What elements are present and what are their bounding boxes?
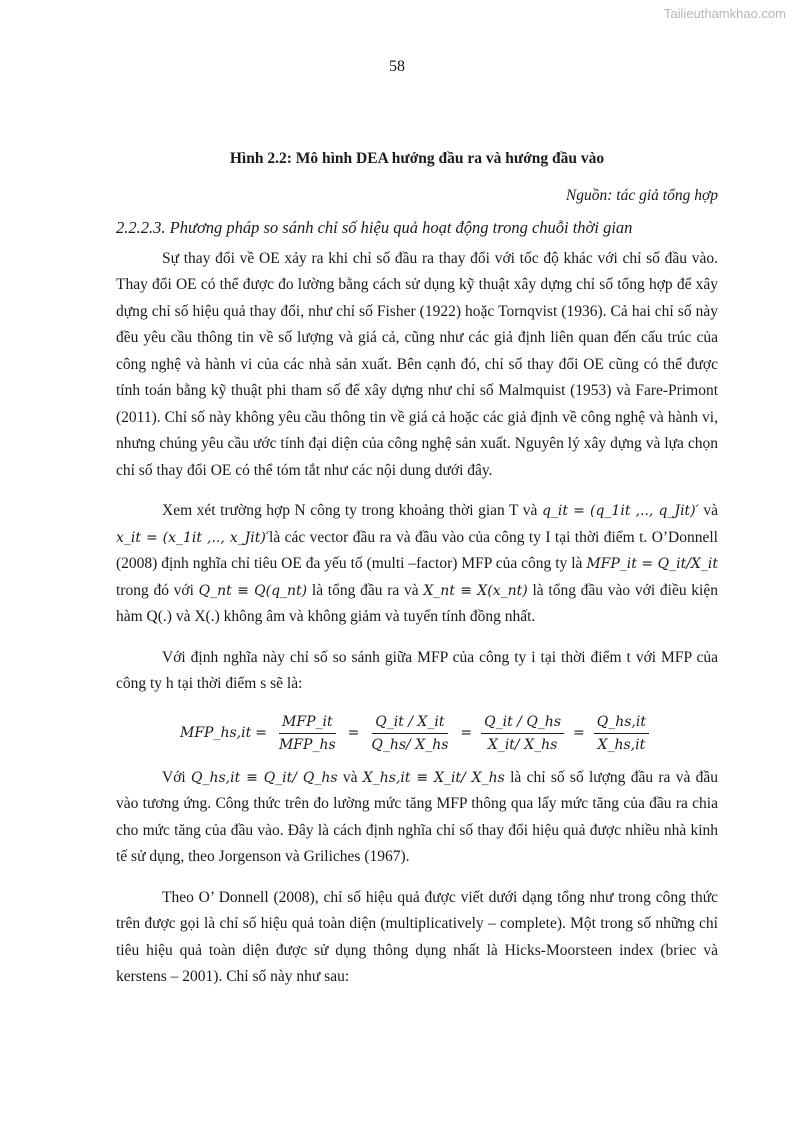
math-x-total: X_nt ≡ X(x_nt) — [423, 582, 528, 599]
figure-source: Nguồn: tác giả tổng hợp — [565, 186, 718, 204]
paragraph-1: Sự thay đổi về OE xảy ra khi chỉ số đầu ra thay đổi với tốc độ khác với chỉ số đầu vào. Thay đổi OE có thể được đo lường bằng cách sử dụng kỹ thuật xây dựng chỉ số tổng hợp để xây dựng chỉ số hiệu quả thay đổi, như chỉ số Fisher (1922) hoặc Tornqvist (1936). Cả hai chỉ số này đều yêu cầu thông tin về số lượng và giá cả, cũng như các giả định liên quan đến cấu trúc của công nghệ và hành vi của các nhà sản xuất. Bên cạnh đó, chỉ số thay đổi OE cũng có thể được tính toán bằng kỹ thuật phi tham số để xây dựng như chỉ số Malmquist (1953) và Fare-Primont (2011). Chỉ số này không yêu cầu thông tin về giá cả hoặc các giả định về công nghệ và hành vi, nhưng chúng yêu cầu ước tính đại diện của công nghệ sản xuất. Nguyên lý xây dựng và lựa chọn chỉ số thay đổi OE có thể tóm tắt như các nội dung dưới đây. — [116, 249, 718, 479]
figure-title: Hình 2.2: Mô hình DEA hướng đầu ra và hướng đầu vào — [229, 150, 605, 167]
equals-sign: = — [573, 724, 585, 741]
page-content — [116, 146, 718, 1005]
equals-sign: = — [460, 724, 473, 741]
fraction-3: $\frac{Q\_it / Q\_hs}{X\_it/ X\_hs}$ — [481, 712, 564, 755]
mfp-formula — [116, 712, 718, 755]
watermark: Tailieuthamkhao.com — [663, 6, 786, 21]
paragraph-4: Với Q_hs,it ≡ Q_it/ Q_hs và X_hs,it ≡ X_it/ X_hs là chỉ số số lượng đầu ra và đầu vào tương ứng. Công thức trên đo lường mức tăng MFP thông qua lấy mức tăng của đầu ra chia cho mức tăng của đầu vào. Đây là cách định nghĩa chỉ số thay đổi hiệu quả được nhiều nhà kinh tế sử dụng, theo Jorgenson và Griliches (1967). — [116, 768, 719, 865]
math-x-vector: x_it = (x_1it ,.., x_Jit)′ — [116, 529, 270, 546]
math-q-vector: q_it = (q_1it ,.., q_Jit)′ — [541, 503, 699, 519]
equals-sign: = — [255, 724, 267, 741]
fraction-4: $\frac{Q\_hs,it}{X\_hs,it}$ — [594, 712, 649, 755]
math-q-index: Q_hs,it ≡ Q_it/ Q_hs — [191, 769, 338, 786]
section-heading: 2.2.2.3. Phương pháp so sánh chỉ số hiệu quả hoạt động trong chuỗi thời gian — [116, 218, 633, 237]
paragraph-3: Với định nghĩa này chỉ số so sánh giữa MFP của công ty i tại thời điểm t với MFP của công ty h tại thời điểm s sẽ là: — [116, 648, 718, 692]
math-q-total: Q_nt ≡ Q(q_nt) — [198, 582, 308, 599]
page-number: 58 — [389, 58, 405, 75]
paragraph-5: Theo O’ Donnell (2008), chỉ số hiệu quả được viết dưới dạng tổng như trong công thức trên được gọi là chỉ số hiệu quả toàn diện (multiplicatively – complete). Một trong số những chỉ tiêu hiệu quả toàn diện được sử dụng thông dụng nhất là Hicks-Moorsteen index (briec và kerstens – 2001). Chỉ số này như sau: — [116, 888, 718, 985]
fraction-1: $\frac{\text{MFP\_it}}{\text{MFP\_hs}}$ — [278, 713, 336, 753]
equals-sign: = — [347, 724, 360, 741]
formula-lhs: MFP_hs,it — [180, 724, 252, 741]
math-mfp: MFP_it = Q_it/X_it — [586, 556, 718, 572]
math-x-index: X_hs,it ≡ X_it/ X_hs — [362, 769, 505, 786]
paragraph-2: Xem xét trường hợp N công ty trong khoảng thời gian T và q_it = (q_1it ,.., q_Jit)′ và x_it = (x_1it ,.., x_Jit)′là các vector đầu ra và đầu vào của công ty I tại thời điểm t. O’Donnell (2008) định nghĩa chỉ tiêu OE đa yếu tố (multi –factor) MFP của công ty là MFP_it = Q_it/X_it trong đó với Q_nt ≡ Q(q_nt) là tổng đầu ra và X_nt ≡ X(x_nt) là tổng đầu vào với điều kiện hàm Q(.) và X(.) không âm và không giảm và tuyến tính đồng nhất. — [116, 502, 718, 625]
fraction-2: $\frac{Q\_it / X\_it}{Q\_hs/ X\_hs}$ — [371, 713, 449, 753]
